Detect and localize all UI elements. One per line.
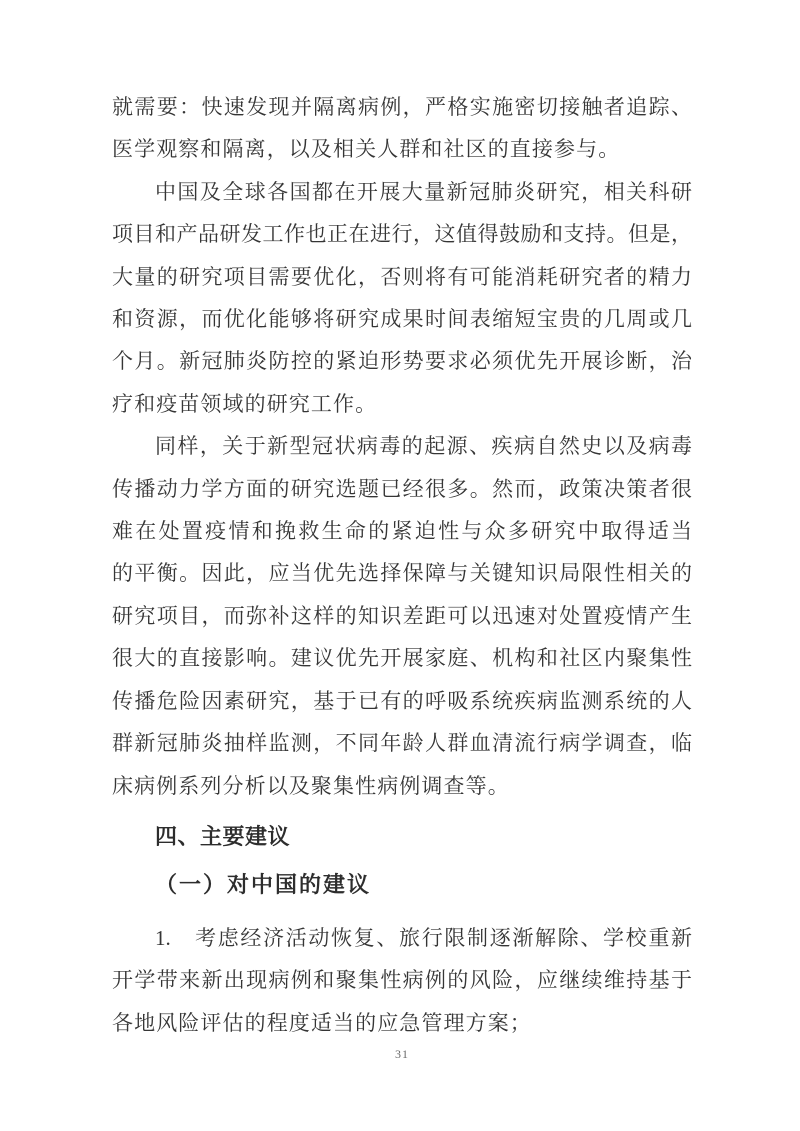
text-line: 群新冠肺炎抽样监测，不同年龄人群血清流行病学调查，临 xyxy=(112,731,692,756)
text-line: 就需要：快速发现并隔离病例，严格实施密切接触者追踪、 xyxy=(112,95,692,119)
text-line: 开学带来新出现病例和聚集性病例的风险，应继续维持基于 xyxy=(112,968,692,993)
text-line: 项目和产品研发工作也正在进行，这值得鼓励和支持。但是， xyxy=(112,222,692,247)
text-line: 个月。新冠肺炎防控的紧迫形势要求必须优先开展诊断，治 xyxy=(112,349,692,374)
paragraph-1 xyxy=(112,86,692,171)
text-line: 中国及全球各国都在开展大量新冠肺炎研究，相关科研 xyxy=(155,179,692,204)
text-line: 1. 考虑经济活动恢复、旅行限制逐渐解除、学校重新 xyxy=(155,925,692,950)
text-line: 难在处置疫情和挽救生命的紧迫性与众多研究中取得适当 xyxy=(112,519,692,544)
text-line: 同样，关于新型冠状病毒的起源、疾病自然史以及病毒 xyxy=(155,434,692,459)
text-line: 大量的研究项目需要优化，否则将有可能消耗研究者的精力 xyxy=(112,264,692,289)
text-line: 很大的直接影响。建议优先开展家庭、机构和社区内聚集性 xyxy=(112,646,692,671)
text-line: 传播动力学方面的研究选题已经很多。然而，政策决策者很 xyxy=(112,476,692,501)
body-text xyxy=(112,86,692,1062)
page-number: 31 xyxy=(395,1047,409,1062)
section-heading: 四、主要建议 xyxy=(155,823,291,849)
list-item-1 xyxy=(112,917,692,1044)
text-line: 传播危险因素研究，基于已有的呼吸系统疾病监测系统的人 xyxy=(112,688,692,713)
text-line: 各地风险评估的程度适当的应急管理方案； xyxy=(112,1010,532,1035)
paragraph-2 xyxy=(112,171,692,425)
text-line: 的平衡。因此，应当优先选择保障与关键知识局限性相关的 xyxy=(112,561,692,586)
text-line: 和资源，而优化能够将研究成果时间表缩短宝贵的几周或几 xyxy=(112,307,692,332)
text-line: 床病例系列分析以及聚集性病例调查等。 xyxy=(112,773,510,798)
paragraph-3 xyxy=(112,425,692,807)
text-line: 医学观察和隔离，以及相关人群和社区的直接参与。 xyxy=(112,137,621,162)
subsection-heading: （一）对中国的建议 xyxy=(155,871,372,897)
text-line: 疗和疫苗领域的研究工作。 xyxy=(112,391,378,416)
text-line: 研究项目，而弥补这样的知识差距可以迅速对处置疫情产生 xyxy=(112,603,692,628)
